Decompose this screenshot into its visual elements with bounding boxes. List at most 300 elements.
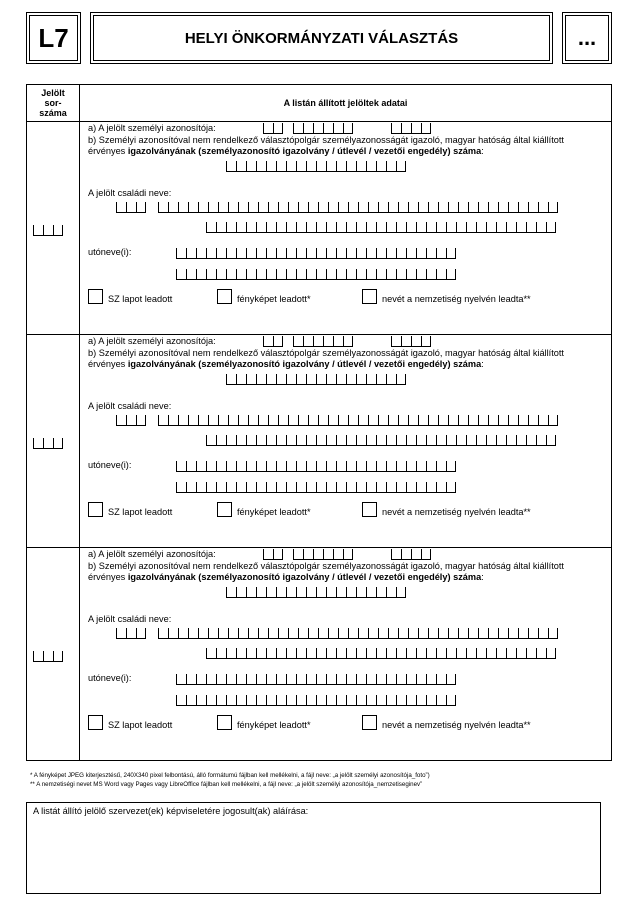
comb-cell[interactable]	[466, 435, 476, 445]
comb-cell[interactable]	[236, 461, 246, 471]
comb-cell[interactable]	[421, 123, 431, 133]
comb-cell[interactable]	[296, 222, 306, 232]
comb-cell[interactable]	[346, 674, 356, 684]
comb-cell[interactable]	[316, 269, 326, 279]
comb-cell[interactable]	[188, 415, 198, 425]
comb-cell[interactable]	[426, 248, 436, 258]
comb-cell[interactable]	[486, 222, 496, 232]
comb-cell[interactable]	[206, 648, 216, 658]
comb-cell[interactable]	[276, 435, 286, 445]
comb-cell[interactable]	[396, 435, 406, 445]
comb-cell[interactable]	[328, 628, 338, 638]
comb-cell[interactable]	[228, 202, 238, 212]
comb-cell[interactable]	[346, 482, 356, 492]
comb-cell[interactable]	[188, 628, 198, 638]
family-name-field-2[interactable]	[206, 222, 556, 233]
comb-cell[interactable]	[196, 482, 206, 492]
ethnic-name-checkbox[interactable]	[362, 289, 377, 304]
personal-id-field-1[interactable]	[263, 549, 283, 560]
given-names-field-2[interactable]	[176, 269, 456, 280]
comb-cell[interactable]	[436, 482, 446, 492]
comb-cell[interactable]	[306, 482, 316, 492]
comb-cell[interactable]	[276, 269, 286, 279]
comb-cell[interactable]	[256, 269, 266, 279]
comb-cell[interactable]	[273, 549, 283, 559]
comb-cell[interactable]	[376, 269, 386, 279]
comb-cell[interactable]	[446, 674, 456, 684]
comb-cell[interactable]	[286, 222, 296, 232]
comb-cell[interactable]	[43, 225, 53, 235]
comb-cell[interactable]	[43, 651, 53, 661]
comb-cell[interactable]	[303, 549, 313, 559]
comb-cell[interactable]	[296, 648, 306, 658]
comb-cell[interactable]	[398, 202, 408, 212]
comb-cell[interactable]	[336, 161, 346, 171]
comb-cell[interactable]	[538, 415, 548, 425]
id-doc-number-field[interactable]	[226, 587, 406, 598]
comb-cell[interactable]	[256, 248, 266, 258]
comb-cell[interactable]	[528, 628, 538, 638]
comb-cell[interactable]	[323, 336, 333, 346]
comb-cell[interactable]	[346, 161, 356, 171]
comb-cell[interactable]	[258, 415, 268, 425]
comb-cell[interactable]	[366, 248, 376, 258]
comb-cell[interactable]	[246, 269, 256, 279]
comb-cell[interactable]	[458, 415, 468, 425]
comb-cell[interactable]	[496, 435, 506, 445]
comb-cell[interactable]	[256, 374, 266, 384]
comb-cell[interactable]	[478, 202, 488, 212]
comb-cell[interactable]	[226, 674, 236, 684]
comb-cell[interactable]	[378, 415, 388, 425]
comb-cell[interactable]	[246, 374, 256, 384]
comb-cell[interactable]	[186, 482, 196, 492]
comb-cell[interactable]	[396, 161, 406, 171]
comb-cell[interactable]	[476, 222, 486, 232]
ethnic-name-checkbox[interactable]	[362, 715, 377, 730]
comb-cell[interactable]	[196, 248, 206, 258]
comb-cell[interactable]	[266, 374, 276, 384]
comb-cell[interactable]	[313, 549, 323, 559]
comb-cell[interactable]	[336, 222, 346, 232]
signature-box[interactable]	[26, 802, 601, 894]
comb-cell[interactable]	[266, 461, 276, 471]
comb-cell[interactable]	[316, 374, 326, 384]
comb-cell[interactable]	[536, 435, 546, 445]
comb-cell[interactable]	[126, 628, 136, 638]
comb-cell[interactable]	[478, 628, 488, 638]
comb-cell[interactable]	[53, 438, 63, 448]
comb-cell[interactable]	[228, 415, 238, 425]
comb-cell[interactable]	[356, 648, 366, 658]
comb-cell[interactable]	[336, 674, 346, 684]
comb-cell[interactable]	[176, 248, 186, 258]
comb-cell[interactable]	[246, 161, 256, 171]
comb-cell[interactable]	[388, 415, 398, 425]
comb-cell[interactable]	[396, 374, 406, 384]
comb-cell[interactable]	[246, 482, 256, 492]
comb-cell[interactable]	[326, 674, 336, 684]
comb-cell[interactable]	[428, 202, 438, 212]
comb-cell[interactable]	[498, 202, 508, 212]
comb-cell[interactable]	[488, 202, 498, 212]
personal-id-field-2[interactable]	[293, 336, 353, 347]
comb-cell[interactable]	[528, 202, 538, 212]
comb-cell[interactable]	[296, 695, 306, 705]
comb-cell[interactable]	[518, 202, 528, 212]
comb-cell[interactable]	[401, 123, 411, 133]
comb-cell[interactable]	[226, 374, 236, 384]
comb-cell[interactable]	[508, 202, 518, 212]
comb-cell[interactable]	[446, 461, 456, 471]
comb-cell[interactable]	[446, 648, 456, 658]
comb-cell[interactable]	[286, 269, 296, 279]
comb-cell[interactable]	[336, 648, 346, 658]
comb-cell[interactable]	[276, 648, 286, 658]
comb-cell[interactable]	[356, 222, 366, 232]
comb-cell[interactable]	[298, 415, 308, 425]
comb-cell[interactable]	[476, 648, 486, 658]
comb-cell[interactable]	[426, 222, 436, 232]
given-names-field-2[interactable]	[176, 482, 456, 493]
comb-cell[interactable]	[446, 482, 456, 492]
comb-cell[interactable]	[298, 628, 308, 638]
comb-cell[interactable]	[498, 628, 508, 638]
comb-cell[interactable]	[488, 415, 498, 425]
comb-cell[interactable]	[366, 222, 376, 232]
comb-cell[interactable]	[216, 674, 226, 684]
comb-cell[interactable]	[246, 648, 256, 658]
comb-cell[interactable]	[346, 435, 356, 445]
comb-cell[interactable]	[288, 628, 298, 638]
comb-cell[interactable]	[288, 415, 298, 425]
comb-cell[interactable]	[326, 435, 336, 445]
comb-cell[interactable]	[376, 435, 386, 445]
comb-cell[interactable]	[33, 438, 43, 448]
comb-cell[interactable]	[386, 269, 396, 279]
comb-cell[interactable]	[268, 628, 278, 638]
comb-cell[interactable]	[306, 222, 316, 232]
personal-id-field-2[interactable]	[293, 549, 353, 560]
comb-cell[interactable]	[308, 415, 318, 425]
comb-cell[interactable]	[218, 202, 228, 212]
comb-cell[interactable]	[278, 415, 288, 425]
comb-cell[interactable]	[33, 225, 43, 235]
comb-cell[interactable]	[506, 222, 516, 232]
comb-cell[interactable]	[376, 374, 386, 384]
comb-cell[interactable]	[238, 202, 248, 212]
comb-cell[interactable]	[248, 202, 258, 212]
comb-cell[interactable]	[236, 482, 246, 492]
comb-cell[interactable]	[196, 461, 206, 471]
comb-cell[interactable]	[168, 202, 178, 212]
comb-cell[interactable]	[366, 435, 376, 445]
comb-cell[interactable]	[246, 587, 256, 597]
comb-cell[interactable]	[198, 628, 208, 638]
comb-cell[interactable]	[411, 549, 421, 559]
comb-cell[interactable]	[256, 648, 266, 658]
comb-cell[interactable]	[256, 222, 266, 232]
comb-cell[interactable]	[263, 336, 273, 346]
candidate-number-field[interactable]	[33, 225, 63, 236]
comb-cell[interactable]	[356, 461, 366, 471]
comb-cell[interactable]	[416, 435, 426, 445]
comb-cell[interactable]	[316, 248, 326, 258]
family-name-field-1[interactable]	[158, 415, 558, 426]
comb-cell[interactable]	[296, 587, 306, 597]
comb-cell[interactable]	[366, 269, 376, 279]
comb-cell[interactable]	[368, 415, 378, 425]
comb-cell[interactable]	[498, 415, 508, 425]
comb-cell[interactable]	[333, 336, 343, 346]
comb-cell[interactable]	[408, 415, 418, 425]
family-name-field-1[interactable]	[158, 628, 558, 639]
comb-cell[interactable]	[406, 695, 416, 705]
family-name-field-2[interactable]	[206, 648, 556, 659]
comb-cell[interactable]	[276, 248, 286, 258]
comb-cell[interactable]	[316, 161, 326, 171]
comb-cell[interactable]	[316, 482, 326, 492]
comb-cell[interactable]	[456, 435, 466, 445]
comb-cell[interactable]	[286, 461, 296, 471]
comb-cell[interactable]	[446, 222, 456, 232]
comb-cell[interactable]	[348, 415, 358, 425]
comb-cell[interactable]	[158, 415, 168, 425]
comb-cell[interactable]	[216, 482, 226, 492]
comb-cell[interactable]	[476, 435, 486, 445]
comb-cell[interactable]	[293, 123, 303, 133]
comb-cell[interactable]	[266, 248, 276, 258]
comb-cell[interactable]	[356, 587, 366, 597]
photo-checkbox[interactable]	[217, 502, 232, 517]
comb-cell[interactable]	[126, 202, 136, 212]
comb-cell[interactable]	[286, 695, 296, 705]
comb-cell[interactable]	[436, 222, 446, 232]
comb-cell[interactable]	[176, 674, 186, 684]
comb-cell[interactable]	[178, 628, 188, 638]
comb-cell[interactable]	[386, 161, 396, 171]
comb-cell[interactable]	[336, 482, 346, 492]
comb-cell[interactable]	[458, 202, 468, 212]
comb-cell[interactable]	[236, 648, 246, 658]
comb-cell[interactable]	[33, 651, 43, 661]
comb-cell[interactable]	[276, 695, 286, 705]
comb-cell[interactable]	[263, 123, 273, 133]
comb-cell[interactable]	[401, 549, 411, 559]
comb-cell[interactable]	[226, 648, 236, 658]
comb-cell[interactable]	[206, 248, 216, 258]
comb-cell[interactable]	[208, 415, 218, 425]
comb-cell[interactable]	[258, 628, 268, 638]
comb-cell[interactable]	[376, 461, 386, 471]
comb-cell[interactable]	[386, 482, 396, 492]
comb-cell[interactable]	[456, 222, 466, 232]
comb-cell[interactable]	[446, 695, 456, 705]
comb-cell[interactable]	[438, 202, 448, 212]
comb-cell[interactable]	[286, 482, 296, 492]
comb-cell[interactable]	[226, 248, 236, 258]
family-name-prefix-field[interactable]	[116, 415, 146, 426]
comb-cell[interactable]	[366, 695, 376, 705]
comb-cell[interactable]	[178, 202, 188, 212]
ethnic-name-checkbox[interactable]	[362, 502, 377, 517]
comb-cell[interactable]	[466, 648, 476, 658]
comb-cell[interactable]	[276, 161, 286, 171]
comb-cell[interactable]	[168, 415, 178, 425]
comb-cell[interactable]	[436, 461, 446, 471]
comb-cell[interactable]	[216, 695, 226, 705]
candidate-number-field[interactable]	[33, 438, 63, 449]
comb-cell[interactable]	[356, 269, 366, 279]
comb-cell[interactable]	[276, 461, 286, 471]
comb-cell[interactable]	[53, 651, 63, 661]
comb-cell[interactable]	[468, 202, 478, 212]
comb-cell[interactable]	[176, 695, 186, 705]
comb-cell[interactable]	[303, 336, 313, 346]
comb-cell[interactable]	[306, 695, 316, 705]
comb-cell[interactable]	[428, 628, 438, 638]
comb-cell[interactable]	[236, 222, 246, 232]
comb-cell[interactable]	[358, 415, 368, 425]
comb-cell[interactable]	[376, 674, 386, 684]
comb-cell[interactable]	[436, 648, 446, 658]
comb-cell[interactable]	[421, 549, 431, 559]
comb-cell[interactable]	[421, 336, 431, 346]
comb-cell[interactable]	[386, 695, 396, 705]
comb-cell[interactable]	[268, 202, 278, 212]
comb-cell[interactable]	[526, 222, 536, 232]
comb-cell[interactable]	[356, 674, 366, 684]
given-names-field-1[interactable]	[176, 248, 456, 259]
comb-cell[interactable]	[266, 695, 276, 705]
comb-cell[interactable]	[226, 222, 236, 232]
comb-cell[interactable]	[278, 202, 288, 212]
comb-cell[interactable]	[486, 435, 496, 445]
comb-cell[interactable]	[206, 435, 216, 445]
comb-cell[interactable]	[406, 222, 416, 232]
comb-cell[interactable]	[356, 435, 366, 445]
comb-cell[interactable]	[416, 648, 426, 658]
comb-cell[interactable]	[356, 374, 366, 384]
comb-cell[interactable]	[386, 222, 396, 232]
comb-cell[interactable]	[218, 628, 228, 638]
comb-cell[interactable]	[286, 374, 296, 384]
comb-cell[interactable]	[333, 549, 343, 559]
personal-id-field-2[interactable]	[293, 123, 353, 134]
comb-cell[interactable]	[348, 628, 358, 638]
comb-cell[interactable]	[313, 336, 323, 346]
comb-cell[interactable]	[536, 222, 546, 232]
comb-cell[interactable]	[263, 549, 273, 559]
comb-cell[interactable]	[306, 269, 316, 279]
comb-cell[interactable]	[208, 202, 218, 212]
comb-cell[interactable]	[276, 587, 286, 597]
family-name-prefix-field[interactable]	[116, 628, 146, 639]
comb-cell[interactable]	[266, 674, 276, 684]
comb-cell[interactable]	[318, 415, 328, 425]
comb-cell[interactable]	[366, 161, 376, 171]
comb-cell[interactable]	[346, 248, 356, 258]
comb-cell[interactable]	[273, 123, 283, 133]
comb-cell[interactable]	[228, 628, 238, 638]
comb-cell[interactable]	[468, 628, 478, 638]
comb-cell[interactable]	[326, 269, 336, 279]
comb-cell[interactable]	[158, 628, 168, 638]
comb-cell[interactable]	[296, 674, 306, 684]
comb-cell[interactable]	[336, 248, 346, 258]
comb-cell[interactable]	[406, 461, 416, 471]
family-name-field-1[interactable]	[158, 202, 558, 213]
comb-cell[interactable]	[386, 435, 396, 445]
comb-cell[interactable]	[386, 374, 396, 384]
comb-cell[interactable]	[366, 674, 376, 684]
comb-cell[interactable]	[386, 248, 396, 258]
comb-cell[interactable]	[276, 674, 286, 684]
comb-cell[interactable]	[286, 435, 296, 445]
comb-cell[interactable]	[236, 435, 246, 445]
comb-cell[interactable]	[226, 695, 236, 705]
comb-cell[interactable]	[396, 269, 406, 279]
comb-cell[interactable]	[436, 695, 446, 705]
photo-checkbox[interactable]	[217, 715, 232, 730]
comb-cell[interactable]	[216, 461, 226, 471]
comb-cell[interactable]	[338, 202, 348, 212]
comb-cell[interactable]	[158, 202, 168, 212]
comb-cell[interactable]	[343, 549, 353, 559]
comb-cell[interactable]	[366, 461, 376, 471]
comb-cell[interactable]	[448, 202, 458, 212]
comb-cell[interactable]	[246, 461, 256, 471]
comb-cell[interactable]	[496, 648, 506, 658]
comb-cell[interactable]	[116, 628, 126, 638]
comb-cell[interactable]	[186, 269, 196, 279]
comb-cell[interactable]	[188, 202, 198, 212]
comb-cell[interactable]	[286, 674, 296, 684]
comb-cell[interactable]	[296, 482, 306, 492]
comb-cell[interactable]	[391, 336, 401, 346]
comb-cell[interactable]	[296, 269, 306, 279]
comb-cell[interactable]	[406, 482, 416, 492]
comb-cell[interactable]	[368, 628, 378, 638]
comb-cell[interactable]	[266, 482, 276, 492]
comb-cell[interactable]	[306, 435, 316, 445]
comb-cell[interactable]	[323, 123, 333, 133]
comb-cell[interactable]	[508, 415, 518, 425]
comb-cell[interactable]	[256, 435, 266, 445]
comb-cell[interactable]	[116, 202, 126, 212]
comb-cell[interactable]	[313, 123, 323, 133]
comb-cell[interactable]	[293, 549, 303, 559]
comb-cell[interactable]	[376, 587, 386, 597]
comb-cell[interactable]	[326, 222, 336, 232]
comb-cell[interactable]	[216, 269, 226, 279]
comb-cell[interactable]	[376, 248, 386, 258]
comb-cell[interactable]	[366, 374, 376, 384]
comb-cell[interactable]	[236, 248, 246, 258]
comb-cell[interactable]	[126, 415, 136, 425]
comb-cell[interactable]	[306, 248, 316, 258]
comb-cell[interactable]	[538, 628, 548, 638]
comb-cell[interactable]	[506, 648, 516, 658]
comb-cell[interactable]	[526, 435, 536, 445]
comb-cell[interactable]	[376, 695, 386, 705]
comb-cell[interactable]	[186, 461, 196, 471]
comb-cell[interactable]	[198, 415, 208, 425]
comb-cell[interactable]	[546, 648, 556, 658]
comb-cell[interactable]	[538, 202, 548, 212]
comb-cell[interactable]	[376, 482, 386, 492]
comb-cell[interactable]	[488, 628, 498, 638]
